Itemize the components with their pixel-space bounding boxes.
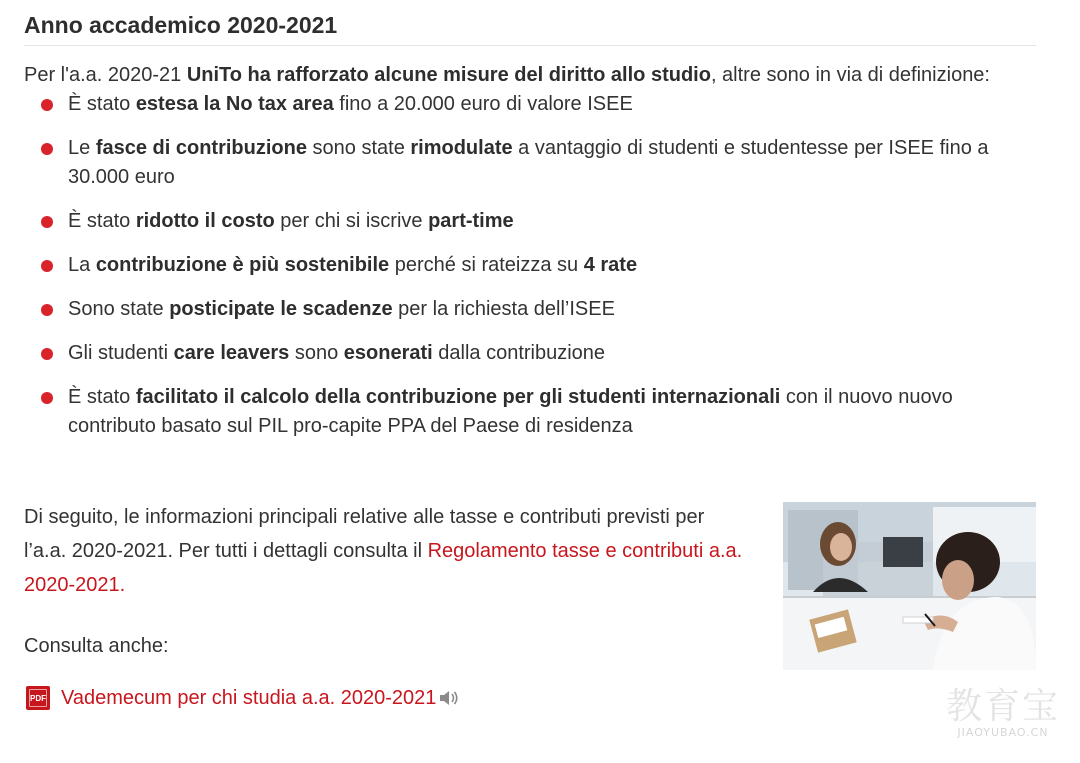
measure-item <box>24 134 1036 192</box>
measure-item <box>24 251 1036 280</box>
bullet-dot <box>41 304 53 316</box>
measure-bold-text: rimodulate <box>410 137 513 159</box>
measure-item <box>24 339 1036 368</box>
measure-item <box>24 383 1036 441</box>
intro-prefix: Per l'a.a. 2020-21 <box>24 64 187 86</box>
measure-plain-text: sono <box>289 342 344 364</box>
intro-paragraph <box>24 62 1036 88</box>
measure-text <box>68 251 1036 280</box>
pdf-link-row <box>26 686 459 710</box>
measure-text <box>68 383 1036 441</box>
measure-bold-text: contribuzione è più sostenibile <box>95 254 390 276</box>
regolamento-link[interactable]: Regolamento tasse e contributi a.a. 2020-2021. <box>24 540 743 596</box>
bullet-dot <box>41 143 53 155</box>
measure-bold-text: estesa la No tax area <box>135 93 334 115</box>
main-content <box>24 0 1036 456</box>
measure-plain-text: per chi si iscrive <box>274 210 429 232</box>
measure-bold-text: esonerati <box>343 342 433 364</box>
measure-text <box>68 90 1036 119</box>
see-also-label: Consulta anche: <box>24 635 169 657</box>
measure-plain-text: a vantaggio di studenti e studentesse per ISEE fino a 30.000 euro <box>68 137 989 188</box>
watermark-url: JIAOYUBAO.CN <box>957 726 1049 739</box>
measure-plain-text: Sono state <box>68 298 170 320</box>
measure-plain-text: per la richiesta dell’ISEE <box>392 298 615 320</box>
measure-plain-text: È stato <box>68 93 136 115</box>
section-title: Anno accademico 2020-2021 <box>24 0 1036 46</box>
measure-bold-text: fasce di contribuzione <box>95 137 307 159</box>
office-desk-photo <box>783 502 1036 670</box>
measure-item <box>24 295 1036 324</box>
measure-plain-text: Le <box>68 137 96 159</box>
info-paragraph <box>24 500 744 602</box>
measure-plain-text: sono state <box>306 137 411 159</box>
measure-plain-text: Gli studenti <box>68 342 174 364</box>
measure-plain-text: La <box>68 254 96 276</box>
measure-bold-text: part-time <box>428 210 514 232</box>
measure-plain-text: dalla contribuzione <box>432 342 606 364</box>
measure-text <box>68 295 1036 324</box>
info-text: Di seguito, le informazioni principali relative alle tasse e contributi previsti per l’a.a. 2020-2021. Per tutti i dettagli consulta il <box>24 506 705 562</box>
bullet-dot <box>41 392 53 404</box>
measure-plain-text: È stato <box>68 210 136 232</box>
measure-plain-text: perché si rateizza su <box>389 254 584 276</box>
watermark <box>946 688 1060 739</box>
measure-bold-text: 4 rate <box>583 254 638 276</box>
bullet-dot <box>41 348 53 360</box>
intro-bold: UniTo ha rafforzato alcune misure del diritto allo studio <box>186 64 711 86</box>
measure-plain-text: È stato <box>68 386 136 408</box>
measure-plain-text: fino a 20.000 euro di valore ISEE <box>333 93 633 115</box>
watermark-logo-text: 教育宝 <box>945 686 1060 727</box>
measures-list <box>24 90 1036 441</box>
measure-bold-text: posticipate le scadenze <box>169 298 393 320</box>
pdf-icon-text: PDF <box>30 693 46 703</box>
speaker-icon[interactable] <box>439 690 459 706</box>
measure-text <box>68 134 1036 192</box>
bullet-dot <box>41 216 53 228</box>
measure-bold-text: facilitato il calcolo della contribuzione per gli studenti internazionali <box>135 386 781 408</box>
measure-text <box>68 207 1036 236</box>
measure-text <box>68 339 1036 368</box>
bullet-dot <box>41 260 53 272</box>
measure-bold-text: care leavers <box>173 342 290 364</box>
bullet-dot <box>41 99 53 111</box>
vademecum-link[interactable]: Vademecum per chi studia a.a. 2020-2021 <box>61 686 437 709</box>
info-block <box>24 500 744 602</box>
measure-bold-text: ridotto il costo <box>135 210 275 232</box>
measure-item <box>24 207 1036 236</box>
measure-item <box>24 90 1036 119</box>
intro-suffix: , altre sono in via di definizione: <box>710 64 990 86</box>
measure-plain-text: con il nuovo nuovo contributo basato sul PIL pro-capite PPA del Paese di residenza <box>68 386 953 437</box>
pdf-icon <box>26 686 50 710</box>
